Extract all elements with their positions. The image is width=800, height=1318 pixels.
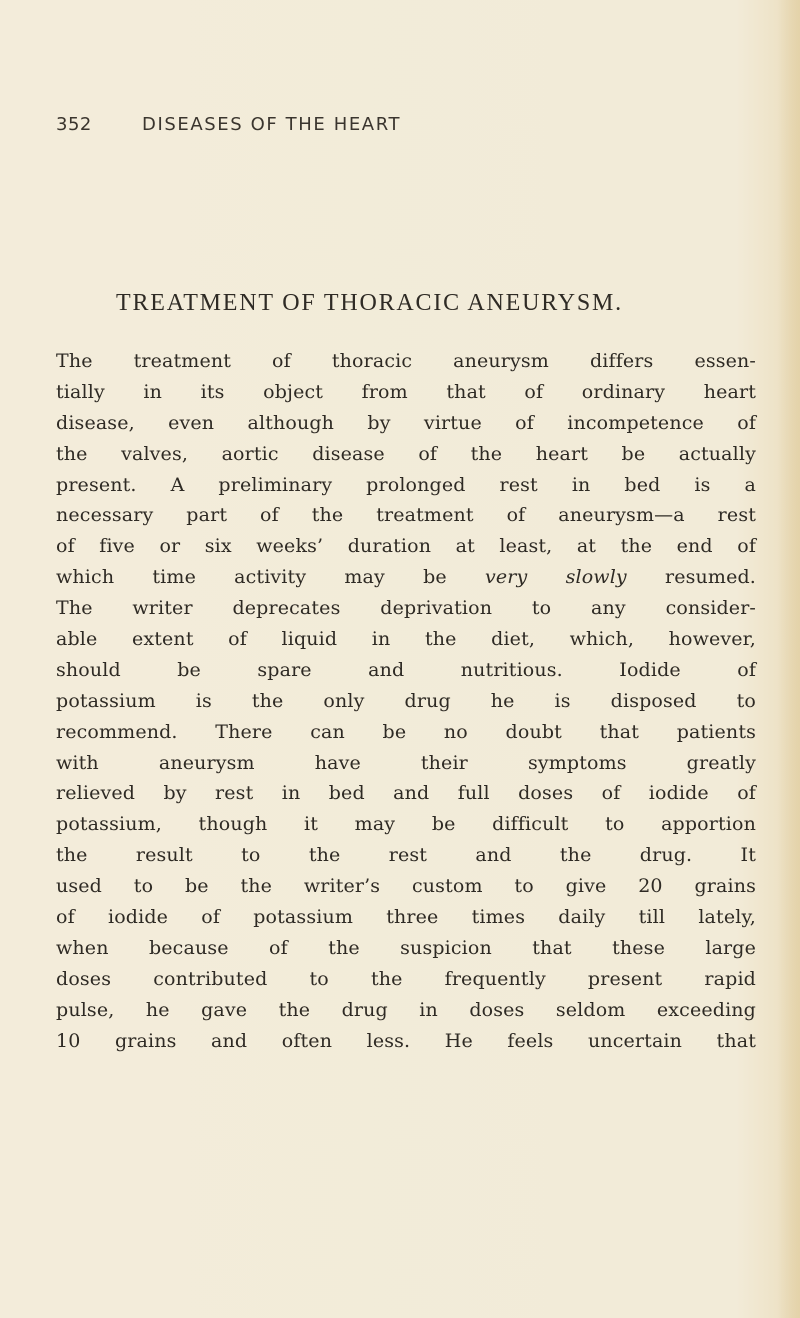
page-number: 352 (56, 114, 92, 135)
text-line: with aneurysm have their symptoms greatly (56, 751, 756, 774)
text-line: able extent of liquid in the diet, which, however, (56, 628, 756, 651)
running-head (56, 114, 696, 140)
italic-emphasis: very slowly (485, 566, 627, 589)
text-line: recommend. There can be no doubt that patients (56, 720, 756, 743)
text-line: the result to the rest and the drug. It (56, 844, 756, 867)
text-line: of five or six weeks’ duration at least, at the end of (56, 535, 756, 558)
text-line: 10 grains and often less. He feels uncertain that (56, 1029, 756, 1052)
section-heading: TREATMENT OF THORACIC ANEURYSM. (116, 290, 623, 316)
text-run: which time activity may be (56, 566, 485, 589)
text-line: potassium, though it may be difficult to apportion (56, 813, 756, 836)
text-line: when because of the suspicion that these large (56, 936, 756, 959)
text-line (56, 562, 756, 593)
text-line: pulse, he gave the drug in doses seldom exceeding (56, 998, 756, 1021)
text-line: The treatment of thoracic aneurysm differs essen- (56, 350, 756, 372)
text-line: of iodide of potassium three times daily till lately, (56, 906, 756, 929)
text-line: present. A preliminary prolonged rest in bed is a (56, 473, 756, 496)
body-paragraph (56, 346, 756, 1056)
text-line: relieved by rest in bed and full doses of iodide of (56, 782, 756, 805)
text-line: necessary part of the treatment of aneurysm—a rest (56, 504, 756, 527)
text-line: potassium is the only drug he is disposed to (56, 689, 756, 712)
text-line: used to be the writer’s custom to give 20 grains (56, 875, 756, 898)
text-line: The writer deprecates deprivation to any consider- (56, 597, 756, 620)
text-line: disease, even although by virtue of incompetence of (56, 411, 756, 434)
page-edge-shadow (778, 0, 800, 1318)
text-line: doses contributed to the frequently present rapid (56, 967, 756, 990)
text-line: tially in its object from that of ordinary heart (56, 380, 756, 403)
text-line: the valves, aortic disease of the heart be actually (56, 442, 756, 465)
running-title: DISEASES OF THE HEART (142, 114, 402, 135)
text-line: should be spare and nutritious. Iodide of (56, 658, 756, 681)
text-run: resumed. (626, 566, 756, 589)
